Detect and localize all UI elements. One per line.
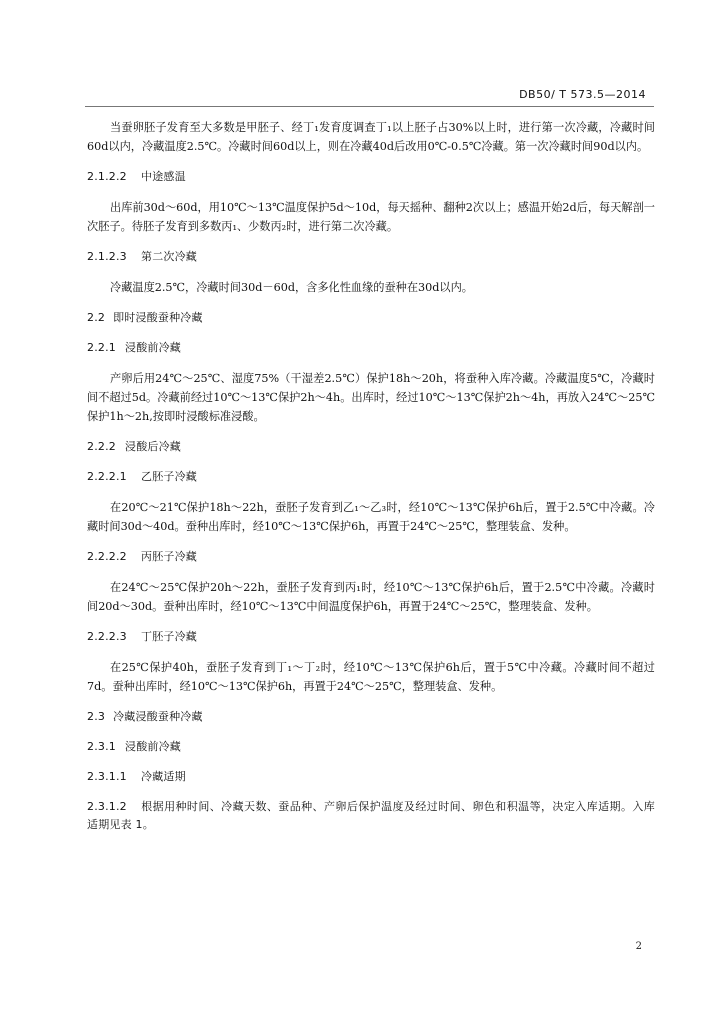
section-title: 即时浸酸蚕种冷藏 bbox=[113, 311, 203, 324]
section-title: 乙胚子冷藏 bbox=[141, 470, 197, 483]
section-heading bbox=[87, 768, 655, 786]
section-heading bbox=[87, 248, 655, 266]
section-title: 冷藏浸酸蚕种冷藏 bbox=[113, 710, 203, 723]
section-number: 2.2.2.1 bbox=[87, 470, 127, 483]
paragraph: 产卵后用24℃～25℃、湿度75%（干湿差2.5℃）保护18h～20h，将蚕种入库冷藏。冷藏温度5℃，冷藏时间不超过5d。冷藏前经过10℃～13℃保护2h～4h。出库时，经过10℃～13℃保护2h～4h，再放入24℃～25℃保护1h～2h,按即时浸酸标准浸酸。 bbox=[87, 372, 655, 423]
section-title: 第二次冷藏 bbox=[141, 250, 197, 263]
section-heading bbox=[87, 168, 655, 186]
section-number: 2.3.1 bbox=[87, 740, 116, 753]
section-number: 2.2.2.3 bbox=[87, 630, 127, 643]
section-number: 2.3.1.2 bbox=[87, 800, 127, 813]
section-title: 浸酸后冷藏 bbox=[125, 440, 181, 453]
section-number: 2.2.2 bbox=[87, 440, 116, 453]
document-body bbox=[87, 118, 655, 846]
section-heading bbox=[87, 468, 655, 486]
section-title: 浸酸前冷藏 bbox=[125, 740, 181, 753]
paragraph: 冷藏温度2.5℃，冷藏时间30d－60d，含多化性血缘的蚕种在30d以内。 bbox=[110, 281, 473, 294]
section-heading bbox=[87, 438, 655, 456]
section-title: 中途感温 bbox=[141, 170, 186, 183]
section-heading bbox=[87, 309, 655, 327]
section-title: 冷藏适期 bbox=[141, 770, 186, 783]
section-number: 2.3 bbox=[87, 710, 106, 723]
paragraph: 在24℃～25℃保护20h～22h，蚕胚子发育到丙₁时，经10℃～13℃保护6h后，置于2.5℃中冷藏。冷藏时间20d～30d。蚕种出库时，经10℃～13℃中间温度保护6h，再置于24℃～25℃，整理装盒、发种。 bbox=[87, 581, 655, 613]
section-heading bbox=[87, 738, 655, 756]
section-title: 丙胚子冷藏 bbox=[141, 550, 197, 563]
section-heading bbox=[87, 798, 655, 834]
page-number: 2 bbox=[635, 941, 642, 952]
section-heading bbox=[87, 339, 655, 357]
section-heading bbox=[87, 628, 655, 646]
paragraph: 当蚕卵胚子发育至大多数是甲胚子、经丁₁发育度调查丁₁以上胚子占30%以上时，进行第一次冷藏，冷藏时间60d以内，冷藏温度2.5℃。冷藏时间60d以上，则在冷藏40d后改用0℃-0.5℃冷藏。第一次冷藏时间90d以内。 bbox=[87, 121, 655, 153]
paragraph: 在25℃保护40h，蚕胚子发育到丁₁～丁₂时，经10℃～13℃保护6h后，置于5℃中冷藏。冷藏时间不超过7d。蚕种出库时，经10℃～13℃保护6h，再置于24℃～25℃，整理装盒、发种。 bbox=[87, 661, 655, 693]
section-number: 2.1.2.2 bbox=[87, 170, 127, 183]
section-number: 2.2.1 bbox=[87, 341, 116, 354]
standard-code-header: DB50/ T 573.5—2014 bbox=[519, 88, 646, 101]
header-rule bbox=[85, 106, 654, 107]
section-number: 2.3.1.1 bbox=[87, 770, 127, 783]
section-heading bbox=[87, 708, 655, 726]
section-title: 丁胚子冷藏 bbox=[141, 630, 197, 643]
section-number: 2.2 bbox=[87, 311, 106, 324]
section-heading bbox=[87, 548, 655, 566]
paragraph: 在20℃～21℃保护18h～22h，蚕胚子发育到乙₁～乙₃时，经10℃～13℃保护6h后，置于2.5℃中冷藏。冷藏时间30d～40d。蚕种出库时，经10℃～13℃保护6h，再置于24℃～25℃，整理装盒、发种。 bbox=[87, 501, 655, 533]
section-title: 根据用种时间、冷藏天数、蚕品种、产卵后保护温度及经过时间、卵色和积温等，决定入库适期。入库适期见表 1。 bbox=[87, 800, 655, 831]
paragraph: 出库前30d～60d，用10℃～13℃温度保护5d～10d，每天摇种、翻种2次以上；感温开始2d后，每天解剖一次胚子。待胚子发育到多数丙₁、少数丙₂时，进行第二次冷藏。 bbox=[87, 201, 655, 233]
section-title: 浸酸前冷藏 bbox=[125, 341, 181, 354]
section-number: 2.2.2.2 bbox=[87, 550, 127, 563]
section-number: 2.1.2.3 bbox=[87, 250, 127, 263]
